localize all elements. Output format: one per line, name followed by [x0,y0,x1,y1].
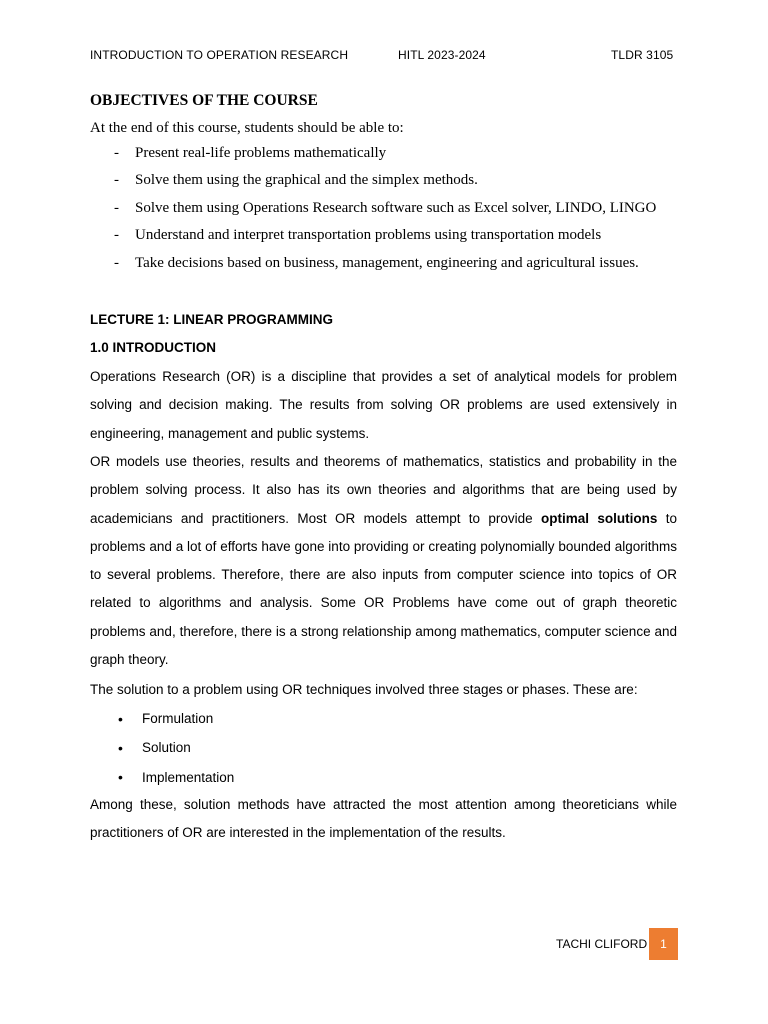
stage-item [90,763,234,792]
stage-text: Implementation [142,769,235,785]
objective-text: Take decisions based on business, management, engineering and agricultural issues. [135,254,639,271]
objective-item [90,200,656,227]
objective-text: Understand and interpret transportation problems using transportation models [135,227,602,244]
paragraph-text: to problems and a lot of efforts have gone into providing or creating polynomially bounded algorithms to several problems. Therefore, there are also inputs from computer science into topics of OR related to algorithms and analysis. Some OR Problems have come out of graph theoretic problems and, therefore, there is a strong relationship among mathematics, computer science and graph theory. [90,510,677,668]
paragraph-stages: The solution to a problem using OR techniques involved three stages or phases. These are: [90,682,638,697]
paragraph-conclusion: Among these, solution methods have attracted the most attention among theoreticians while practitioners of OR are interested in the implementation of the results. [90,797,677,841]
objective-text: Present real-life problems mathematically [135,145,387,161]
stage-item [90,733,234,762]
objectives-title: OBJECTIVES OF THE COURSE [90,92,318,109]
bullet-dot: • [118,739,123,756]
stage-item [90,704,234,733]
page-number-badge: 1 [649,928,678,960]
section-title: 1.0 INTRODUCTION [90,340,217,355]
objective-item [90,255,656,282]
stage-text: Solution [142,740,191,756]
dash-bullet: - [114,199,119,216]
objective-item [90,172,656,199]
stage-text: Formulation [142,711,214,727]
stages-list [90,704,234,792]
dash-bullet: - [114,145,119,161]
header-course-title: INTRODUCTION TO OPERATION RESEARCH [90,48,349,62]
paragraph-or-models [90,448,677,674]
objective-text: Solve them using Operations Research software such as Excel solver, LINDO, LINGO [135,199,657,216]
header-course-code: TLDR 3105 [611,48,674,62]
emphasis-optimal-solutions: optimal solutions [541,510,658,526]
bullet-dot: • [118,769,123,786]
objectives-list [90,145,656,282]
dash-bullet: - [114,172,119,189]
footer-author: TACHI CLIFORD [556,937,648,951]
paragraph-text: OR models use theories, results and theorems of mathematics, statistics and probability in the problem solving process. It also has its own theories and algorithms that are being used by academicians and practitioners. Most OR models attempt to provide [90,454,677,526]
objective-item [90,227,656,254]
lecture-title: LECTURE 1: LINEAR PROGRAMMING [90,312,333,327]
dash-bullet: - [114,254,119,271]
objective-item [90,145,656,172]
paragraph-intro: Operations Research (OR) is a discipline that provides a set of analytical models for problem solving and decision making. The results from solving OR problems are used extensively in engineering, management and public systems. [90,369,677,441]
bullet-dot: • [118,710,123,727]
objective-text: Solve them using the graphical and the simplex methods. [135,172,478,189]
header-academic-year: HITL 2023-2024 [398,48,486,62]
objectives-intro: At the end of this course, students should be able to: [90,120,404,136]
dash-bullet: - [114,227,119,244]
